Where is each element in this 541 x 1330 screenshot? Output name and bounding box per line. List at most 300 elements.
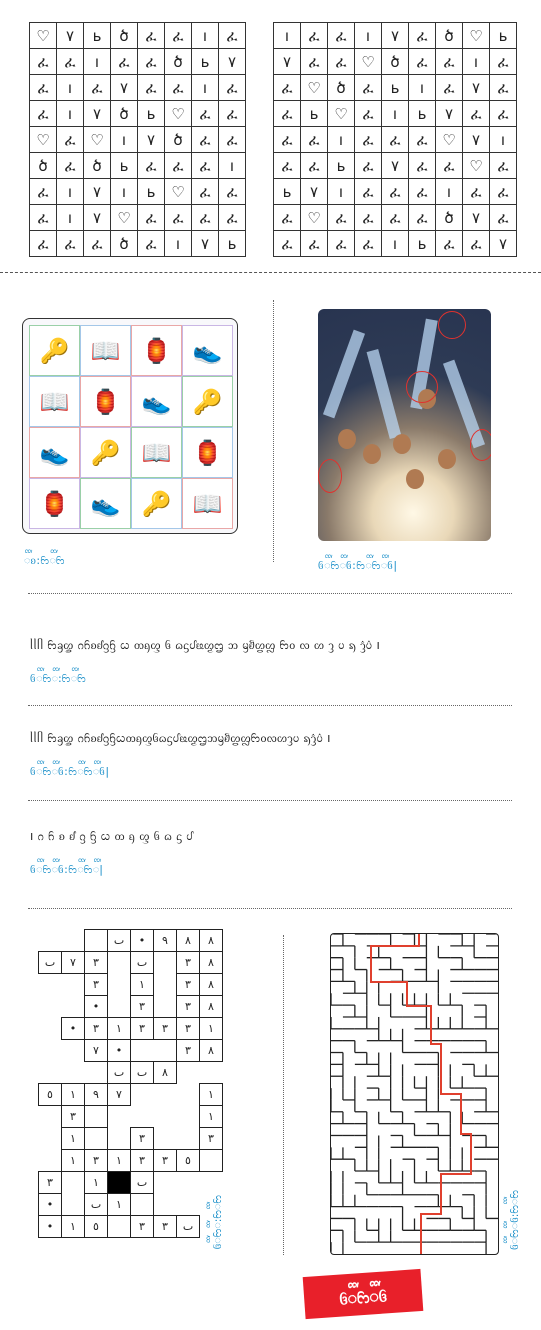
word-search-cell: ١ [108,1018,131,1040]
word-search-row [39,996,223,1018]
word-search-cell [85,930,108,952]
word-search-cell: ١ [131,974,154,996]
grid-cell: ፈ [57,127,84,153]
grid-cell: ፈ [274,75,301,101]
difference-marker [406,371,438,403]
word-search-cell [177,1194,200,1216]
grid-cell: ፈ [301,127,328,153]
grid-cell: ٧ [57,23,84,49]
grid-cell: ı [57,101,84,127]
grid-cell: ı [463,49,490,75]
word-search-cell [154,1172,177,1194]
word-search-cell [108,952,131,974]
grid-cell: ፈ [382,127,409,153]
grid-cell: ծ [165,49,192,75]
word-search-cell: ٥ [177,1150,200,1172]
word-search-cell [131,1040,154,1062]
key-card-icon: 🔑 [80,427,131,478]
word-search-row [39,1194,223,1216]
word-search-cell: ٮ [177,1216,200,1238]
word-search-cell: ١ [62,1084,85,1106]
word-search-cell: ٮ [85,1194,108,1216]
word-search-cell: ٮ [131,952,154,974]
word-search-cell: ٮ [108,1062,131,1084]
word-search-cell: ٮ [131,1172,154,1194]
word-search-cell: • [131,930,154,952]
grid-row [30,179,246,205]
word-search-cell: ١ [108,1150,131,1172]
word-search-cell: ٣ [131,1018,154,1040]
grid-cell: ٧ [463,127,490,153]
word-search-cell [62,996,85,1018]
grid-cell: ь [219,231,246,257]
crowd-photo [318,309,491,541]
grid-row [30,205,246,231]
grid-cell: ٧ [301,179,328,205]
grid-cell: ፈ [436,75,463,101]
grid-cell: ծ [328,75,355,101]
grid-cell: ♡ [355,49,382,75]
grid-cell: ፈ [57,49,84,75]
grid-cell: ı [57,205,84,231]
grid-cell: ь [111,153,138,179]
grid-cell: ፈ [490,49,517,75]
word-search-row [39,974,223,996]
lantern-card-icon: 🏮 [131,325,182,376]
grid-cell: ፈ [274,205,301,231]
grid-cell: ፈ [30,205,57,231]
grid-cell: ı [165,231,192,257]
photo-caption: ᦑᢅᦝᢅᦑ:ᦝᢅᦝᢅᦑ| [318,559,398,572]
word-search-cell: ٣ [131,996,154,1018]
grid-cell: ፈ [192,179,219,205]
grid-cell: ծ [111,101,138,127]
grid-cell: ፈ [219,179,246,205]
grid-cell: ծ [30,153,57,179]
grid-cell: ፈ [84,75,111,101]
book-card-icon: 📖 [182,478,233,529]
grid-cell: ٧ [463,205,490,231]
grid-cell: ፈ [165,153,192,179]
word-search-cell [108,1128,131,1150]
word-search-cell: ٣ [85,952,108,974]
grid-cell: ፈ [301,49,328,75]
grid-row [30,75,246,101]
word-search-cell: ٨ [200,996,223,1018]
grid-cell: ፈ [355,127,382,153]
word-search-cell [85,1106,108,1128]
grid-cell: ፈ [409,127,436,153]
word-search-cell [154,996,177,1018]
grid-cell: ı [57,75,84,101]
grid-cell: ፈ [382,179,409,205]
word-search-cell: ٣ [62,1106,85,1128]
grid-cell: ь [192,49,219,75]
book-card-icon: 📖 [80,325,131,376]
word-search-cell [39,974,62,996]
grid-cell: ፈ [219,101,246,127]
grid-cell: ፈ [409,179,436,205]
grid-cell: ı [328,179,355,205]
grid-cell: ፈ [355,231,382,257]
word-search-cell [177,1128,200,1150]
grid-cell: ı [219,153,246,179]
word-search-cell [131,1194,154,1216]
grid-cell: ፈ [111,49,138,75]
grid-row [30,49,246,75]
word-search-cell [154,1084,177,1106]
maze-drawing [331,934,498,1254]
grid-cell: ٧ [274,49,301,75]
grid-cell: ♡ [463,153,490,179]
puzzle-caption-1: ᦑᢅᦝᢅ:ᦝᢅᦝ [30,672,87,685]
grid-cell: ፈ [138,231,165,257]
word-search-cell: ٨ [154,1062,177,1084]
grid-cell: ı [382,101,409,127]
grid-cell: ፈ [192,153,219,179]
grid-cell: ♡ [165,179,192,205]
grid-cell: ፈ [30,231,57,257]
word-search-cell [177,1172,200,1194]
grid-cell: ♡ [30,127,57,153]
word-search-cell: ٣ [154,1150,177,1172]
grid-cell: ፈ [490,153,517,179]
grid-row [30,231,246,257]
word-search-row [39,1128,223,1150]
grid-cell: ь [382,75,409,101]
word-search-cell: ٥ [85,1216,108,1238]
word-search-cell: ٧ [108,1084,131,1106]
word-search-cell: ٨ [200,952,223,974]
grid-cell: ь [274,179,301,205]
divider [28,593,512,594]
vertical-divider [273,300,274,562]
grid-cell: ٧ [436,101,463,127]
grid-cell: ፈ [490,75,517,101]
grid-cell: ፈ [165,75,192,101]
grid-row [30,127,246,153]
key-card-icon: 🔑 [182,376,233,427]
grid-cell: ፈ [301,153,328,179]
grid-cell: ♡ [301,205,328,231]
word-search-cell: ٣ [131,1216,154,1238]
grid-cell: ٧ [111,75,138,101]
shoes-card-icon: 👟 [131,376,182,427]
grid-cell: ь [409,231,436,257]
grid-row [274,101,517,127]
grid-cell: ፈ [328,231,355,257]
grid-cell: ፈ [355,101,382,127]
word-search-cell [39,1128,62,1150]
word-search-cell [154,1128,177,1150]
word-search-cell: ٩ [154,930,177,952]
word-search-cell: ٣ [85,1018,108,1040]
word-search-cell: ١ [200,1106,223,1128]
grid-cell: ፈ [30,75,57,101]
grid-cell: ፈ [490,101,517,127]
grid-cell: ♡ [463,23,490,49]
grid-cell: ь [84,23,111,49]
symbol-grid-right [273,22,517,257]
word-search-cell: ١ [108,1194,131,1216]
cards-caption: ᢅᦈ:ᦝᢅᦝ [24,554,66,567]
grid-cell: ь [138,101,165,127]
word-search-cell: • [108,1040,131,1062]
word-search-cell [39,996,62,1018]
grid-cell: ፈ [219,205,246,231]
grid-cell: ь [490,23,517,49]
symbol-grid-left [29,22,246,257]
word-search-cell: ١ [200,1018,223,1040]
word-search-cell: ٣ [154,1018,177,1040]
word-search-cell: ٩ [85,1084,108,1106]
grid-row [30,23,246,49]
grid-cell: ٧ [84,101,111,127]
word-search-cell: • [39,1194,62,1216]
word-search-cell: • [39,1216,62,1238]
shoes-card-icon: 👟 [29,427,80,478]
lantern-card-icon: 🏮 [182,427,233,478]
grid-cell: ı [192,23,219,49]
book-card-icon: 📖 [29,376,80,427]
word-search-row [39,1084,223,1106]
grid-cell: ♡ [111,205,138,231]
grid-cell: ፈ [301,231,328,257]
grid-row [274,153,517,179]
word-search-cell: • [62,1018,85,1040]
section-divider [0,272,541,273]
grid-cell: ♡ [301,75,328,101]
word-search-cell: ٣ [131,1128,154,1150]
memory-cards-panel [22,318,238,534]
grid-row [274,179,517,205]
grid-cell: ծ [436,205,463,231]
word-search-cell [177,1062,200,1084]
grid-cell: ፈ [57,153,84,179]
word-search-cell [200,1150,223,1172]
grid-cell: ፈ [57,231,84,257]
word-search-cell: ١ [85,1172,108,1194]
grid-cell: ı [490,127,517,153]
word-search-cell [62,1194,85,1216]
grid-cell: ծ [436,23,463,49]
grid-cell: ı [111,127,138,153]
word-search-cell [131,1106,154,1128]
word-search-cell: ٨ [177,930,200,952]
word-search-cell: ٥ [39,1084,62,1106]
grid-cell: ծ [382,49,409,75]
word-search-row [39,1216,223,1238]
word-search-cell: ٣ [154,1216,177,1238]
grid-cell: ፈ [328,23,355,49]
word-search-cell: ٣ [85,1150,108,1172]
grid-cell: ፈ [30,49,57,75]
grid-cell: ծ [165,127,192,153]
word-search-cell [108,1172,131,1194]
grid-cell: ı [274,23,301,49]
word-search-cell: ١ [62,1216,85,1238]
grid-cell: ı [328,127,355,153]
grid-cell: ı [84,49,111,75]
grid-cell: ı [192,75,219,101]
grid-cell: ፈ [463,179,490,205]
word-search-cell [62,1040,85,1062]
grid-cell: ٧ [138,127,165,153]
word-search-cell: ٧ [85,1040,108,1062]
grid-cell: ፈ [409,23,436,49]
word-search-cell [200,1062,223,1084]
book-card-icon: 📖 [131,427,182,478]
word-search-row [39,1018,223,1040]
maze [330,933,499,1255]
grid-cell: ı [57,179,84,205]
grid-cell: ፈ [436,153,463,179]
word-search-cell [154,952,177,974]
word-search-cell: ٣ [177,1018,200,1040]
grid-cell: ፈ [355,205,382,231]
grid-cell: ፈ [219,75,246,101]
word-search-cell [62,930,85,952]
grid-cell: ፈ [30,101,57,127]
puzzle-line-1: ᥣᥣᥥ ᦝᦃᦄ ᦅᦆᦈᦊᦋᦌ ᦍ ᦎᦏᦐ ᦑ ᦒᦓᦔᦕᦖᦗ ᦘ ᦙᦚᦛᦜ ᦝᦞ ᦟ ᦠ ᦡ ᦢ ᦣ ᦤᦥ ı [30,638,381,652]
word-search-cell [62,1062,85,1084]
word-search-row [39,930,223,952]
grid-cell: ь [138,179,165,205]
grid-cell: ፈ [274,127,301,153]
puzzle-line-3: ı ᦅ ᦆ ᦈ ᦊ ᦋ ᦌ ᦍ ᦎ ᦏ ᦐ ᦑ ᦒ ᦓ ᦔ [30,829,193,843]
difference-marker [318,459,342,493]
word-search-cell [131,1084,154,1106]
grid-cell: ፈ [436,49,463,75]
word-search-grid [38,929,223,1238]
word-search-cell [154,1106,177,1128]
word-search-cell: ٣ [177,952,200,974]
word-search-cell [39,1106,62,1128]
difference-marker [470,429,491,461]
grid-cell: ፈ [301,23,328,49]
grid-cell: ٧ [219,49,246,75]
word-search-cell: ٮ [39,952,62,974]
grid-cell: ፈ [355,179,382,205]
grid-cell: ь [328,153,355,179]
word-search-cell [200,1172,223,1194]
grid-cell: ፈ [84,231,111,257]
word-search-cell: ٮ [108,930,131,952]
grid-cell: ፈ [138,205,165,231]
word-search-cell [108,1216,131,1238]
word-search-cell: ١ [200,1084,223,1106]
badge-label: ᦑᢅᦝᢅᦑ [338,1286,388,1309]
grid-cell: ፈ [328,49,355,75]
word-search-cell [177,1084,200,1106]
grid-cell: ♡ [165,101,192,127]
word-search-cell [85,1062,108,1084]
grid-cell: ፈ [138,75,165,101]
grid-cell: ı [355,23,382,49]
grid-cell: ٧ [84,179,111,205]
grid-cell: ٧ [382,23,409,49]
grid-cell: ፈ [490,179,517,205]
word-search-cell [39,930,62,952]
divider [28,705,512,706]
key-card-icon: 🔑 [131,478,182,529]
word-search-cell [62,1172,85,1194]
grid-cell: ı [409,75,436,101]
lantern-card-icon: 🏮 [80,376,131,427]
brand-badge [303,1269,424,1319]
grid-cell: ፈ [355,153,382,179]
word-search-cell [62,974,85,996]
vertical-divider [283,935,284,1255]
word-search-cell [108,974,131,996]
grid-cell: ı [382,231,409,257]
shoes-card-icon: 👟 [80,478,131,529]
word-search-cell [177,1106,200,1128]
word-search-cell [154,1040,177,1062]
grid-cell: ፈ [355,75,382,101]
grid-cell: ፈ [274,101,301,127]
grid-cell: ፈ [192,205,219,231]
grid-cell: ፈ [192,127,219,153]
grid-row [30,101,246,127]
word-search-cell: ٣ [177,996,200,1018]
grid-cell: ፈ [463,231,490,257]
word-search-row [39,952,223,974]
word-search-cell: ٣ [85,974,108,996]
word-search-cell: ٣ [131,1150,154,1172]
word-search-cell: ١ [62,1128,85,1150]
word-search-cell: ٣ [177,1040,200,1062]
puzzle-caption-2: ᦑᢅᦝᢅᦑ:ᦝᢅᦝᢅᦑ| [30,765,110,778]
puzzle-line-2: ᥣᥣᥥ ᦝᦃᦄ ᦅᦆᦈᦊᦋᦌᦍᦎᦏᦐᦑᦒᦓᦔᦕᦖᦗᦘᦙᦚᦛᦜᦝᦞᦟᦠᦡᦢ ᦣᦤᦥ ı [30,731,331,745]
grid-cell: ı [111,179,138,205]
grid-cell: ♡ [328,101,355,127]
key-card-icon: 🔑 [29,325,80,376]
grid-row [274,75,517,101]
grid-cell: ፈ [165,23,192,49]
grid-row [274,205,517,231]
grid-cell: ፈ [30,179,57,205]
grid-cell: ٧ [382,153,409,179]
word-search-cell [154,1194,177,1216]
grid-row [274,127,517,153]
word-search-cell: ٧ [62,952,85,974]
grid-cell: ፈ [463,101,490,127]
grid-cell: ٧ [84,205,111,231]
word-search-cell: • [85,996,108,1018]
grid-cell: ፈ [219,127,246,153]
grid-cell: ፈ [328,205,355,231]
grid-cell: ፈ [165,205,192,231]
grid-cell: ٧ [463,75,490,101]
grid-cell: ፈ [490,205,517,231]
grid-row [274,231,517,257]
word-search-row [39,1106,223,1128]
divider [28,908,512,909]
grid-row [30,153,246,179]
grid-cell: ፈ [409,49,436,75]
word-search-cell [39,1062,62,1084]
grid-cell: ♡ [84,127,111,153]
grid-row [274,23,517,49]
grid-cell: ծ [111,231,138,257]
word-search-row [39,1150,223,1172]
word-search-row [39,1040,223,1062]
grid-cell: ծ [111,23,138,49]
word-search-row [39,1062,223,1084]
grid-cell: ፈ [138,49,165,75]
word-search-cell: ٮ [131,1062,154,1084]
